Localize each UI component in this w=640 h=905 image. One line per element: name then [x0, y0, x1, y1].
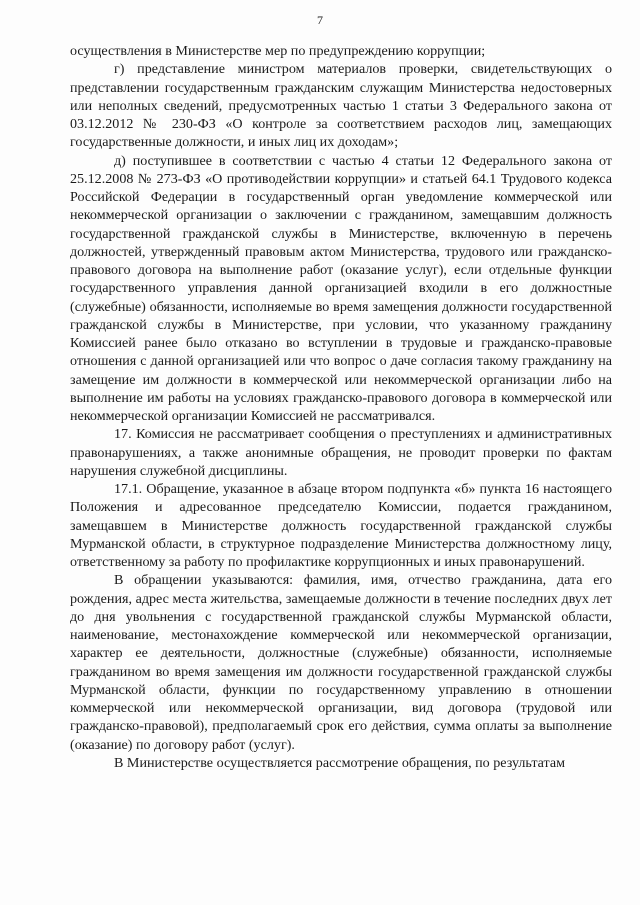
- paragraph-ministry-review: В Министерстве осуществляется рассмотрение обращения, по результатам: [114, 754, 566, 771]
- paragraph-appeal-contents: В обращении указываются: фамилия, имя, отчество гражданина, дата его рождения, адрес места жительства, замещаемые должности в течение последних двух лет до дня увольнения с государственной гражданской службы Мурманской области, наименование, местонахождение коммерческой или некоммерческой организации, характер ее деятельности, должностные (служебные) обязанности, исполняемые гражданином во время замещения им должности государственной гражданской службы Мурманской области, функции по государственному управлению в отношении коммерческой или некоммерческой организации, вид договора (трудовой или гражданско-правовой), предполагаемый срок его действия, сумма оплаты за выполнение (оказание) по договору работ (услуг).: [70, 572, 612, 753]
- paragraph-item-d: д) поступившее в соответствии с частью 4 статьи 12 Федерального закона от 25.12.2008 № 273-ФЗ «О противодействии коррупции» и статьей 64.1 Трудового кодекса Российской Федерации в государственный орган уведомление коммерческой или некоммерческой организации о заключении с гражданином, замещавшим должность государственной гражданской службы в Министерстве, включенную в перечень должностей, утвержденный правовым актом Министерства, трудового или гражданско-правового договора на выполнение работ (оказание услуг), если отдельные функции государственного управления данной организацией входили в его должностные (служебные) обязанности, исполняемые во время замещения должности государственной гражданской службы в Министерстве, при условии, что указанному гражданину Комиссией ранее было отказано во вступлении в трудовые и гражданско-правовые отношения с данной организацией или что вопрос о даче согласия такому гражданину на замещение им должности в коммерческой или некоммерческой организации либо на выполнение им работы на условиях гражданско-правового договора в коммерческой или некоммерческой организации Комиссией не рассматривался.: [70, 152, 612, 424]
- paragraph-item-g: г) представление министром материалов проверки, свидетельствующих о представлении государственным гражданским служащим Министерства недостоверных или неполных сведений, предусмотренных частью 1 статьи 3 Федерального закона от 03.12.2012 № 230-ФЗ «О контроле за соответствием расходов лиц, замещающих государственные должности, и иных лиц их доходам»;: [70, 61, 612, 151]
- paragraph-17-1: 17.1. Обращение, указанное в абзаце втором подпункта «б» пункта 16 настоящего Положения и адресованное председателю Комиссии, подается гражданином, замещавшем в Министерстве должность государственной гражданской службы Мурманской области, в структурное подразделение Министерства должностному лицу, ответственному за работу по профилактике коррупционных и иных правонарушений.: [70, 481, 612, 570]
- paragraph-17: 17. Комиссия не рассматривает сообщения о преступлениях и административных правонарушениях, а также анонимные обращения, не проводит проверки по фактам нарушения служебной дисциплины.: [70, 426, 612, 479]
- paragraph-continuation: осуществления в Министерстве мер по предупреждению коррупции;: [70, 43, 486, 59]
- page-number: 7: [317, 13, 323, 27]
- document-body: [70, 42, 612, 772]
